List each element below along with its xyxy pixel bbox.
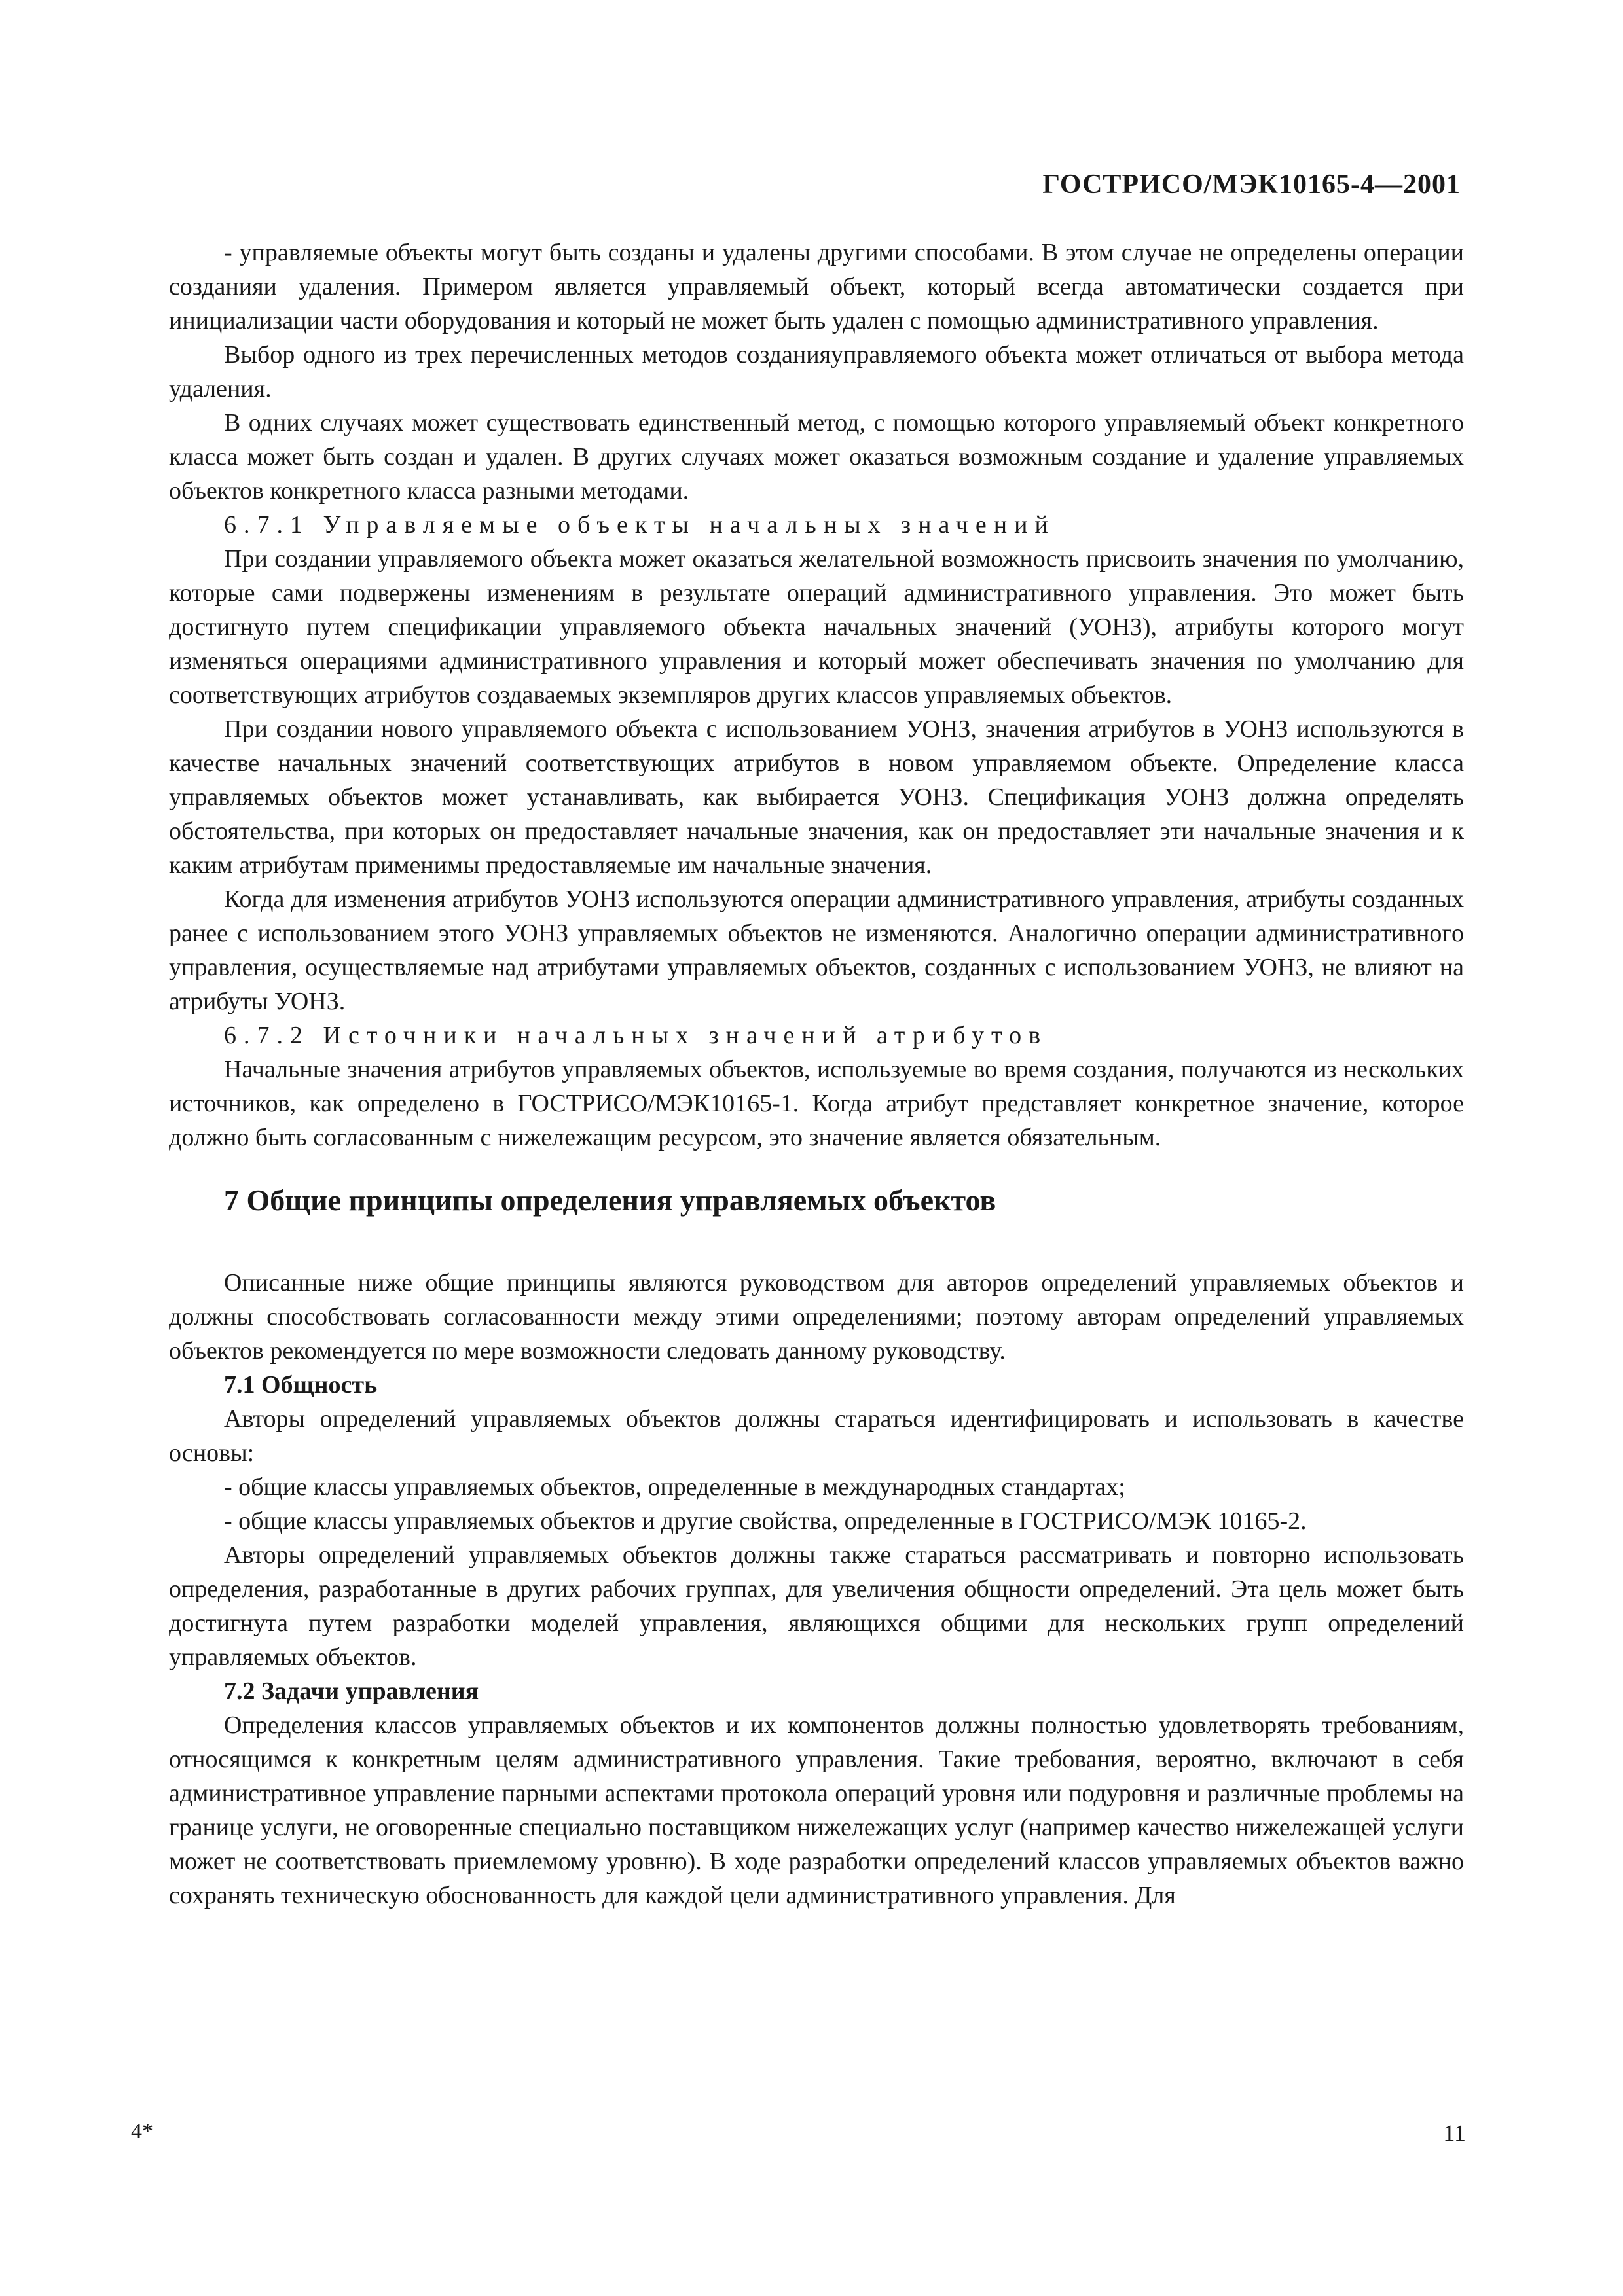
paragraph: Когда для изменения атрибутов УОНЗ используются операции административного управления, атрибуты созданных ранее с использованием этого УОНЗ управляемых объектов не изменяются. Аналогично операции административного управления, осуществляемые над атрибутами управляемых объектов, созданных с использованием УОНЗ, не влияют на атрибуты УОНЗ. <box>169 886 1464 1015</box>
list-item: - общие классы управляемых объектов, определенные в международных стандартах; <box>224 1473 1125 1501</box>
standard-code-header: ГОСТРИСО/МЭК10165-4—2001 <box>1042 170 1461 200</box>
subsection-heading-6-7-1: 6.7.1 Управляемые объекты начальных значений <box>224 511 1055 539</box>
paragraph: Авторы определений управляемых объектов должны стараться идентифицировать и использовать в качестве основы: <box>169 1405 1464 1467</box>
paragraph: При создании нового управляемого объекта с использованием УОНЗ, значения атрибутов в УОНЗ используются в качестве начальных значений соответствующих атрибутов в новом управляемом объекте. Определение класса управляемых объектов может устанавливать, как выбирается УОНЗ. Спецификация УОНЗ должна определять обстоятельства, при которых он предоставляет начальные значения, как он предоставляет эти начальные значения и к каким атрибутам применимы предоставляемые им начальные значения. <box>169 715 1464 879</box>
subsection-heading-7-1: 7.1 Общность <box>224 1371 378 1399</box>
section-heading-7: 7 Общие принципы определения управляемых объектов <box>224 1183 996 1217</box>
paragraph: При создании управляемого объекта может оказаться желательной возможность присвоить значения по умолчанию, которые сами подвержены изменениям в результате операций административного управления. Это может быть достигнуто путем спецификации управляемого объекта начальных значений (УОНЗ), атрибуты которого могут изменяться операциями административного управления и который может обеспечивать значения по умолчанию для соответствующих атрибутов создаваемых экземпляров других классов управляемых объектов. <box>169 545 1464 709</box>
paragraph: Выбор одного из трех перечисленных методов созданияуправляемого объекта может отличаться от выбора метода удаления. <box>169 341 1464 403</box>
paragraph: Описанные ниже общие принципы являются руководством для авторов определений управляемых объектов и должны способствовать согласованности между этими определениями; поэтому авторам определений управляемых объектов рекомендуется по мере возможности следовать данному руководству. <box>169 1269 1464 1365</box>
subsection-heading-7-2: 7.2 Задачи управления <box>224 1677 479 1705</box>
subsection-heading-6-7-2: 6.7.2 Источники начальных значений атрибутов <box>224 1022 1048 1049</box>
footer-sheet-mark: 4* <box>131 2119 153 2144</box>
paragraph: Авторы определений управляемых объектов должны также стараться рассматривать и повторно использовать определения, разработанные в других рабочих группах, для увеличения общности определений. Эта цель может быть достигнута путем разработки моделей управления, являющихся общими для нескольких групп определений управляемых объектов. <box>169 1541 1464 1671</box>
paragraph: Начальные значения атрибутов управляемых объектов, используемые во время создания, получаются из нескольких источников, как определено в ГОСТРИСО/МЭК10165-1. Когда атрибут представляет конкретное значение, которое должно быть согласованным с нижележащим ресурсом, это значение является обязательным. <box>169 1056 1464 1151</box>
list-item: - общие классы управляемых объектов и другие свойства, определенные в ГОСТРИСО/МЭК 10165-2. <box>224 1507 1307 1535</box>
page-number: 11 <box>1443 2120 1466 2146</box>
paragraph: - управляемые объекты могут быть созданы и удалены другими способами. В этом случае не определены операции созданияи удаления. Примером является управляемый объект, который всегда автоматически создается при инициализации части оборудования и который не может быть удален с помощью административного управления. <box>169 239 1464 334</box>
paragraph: Определения классов управляемых объектов и их компонентов должны полностью удовлетворять требованиям, относящимся к конкретным целям административного управления. Такие требования, вероятно, включают в себя административное управление парными аспектами протокола операций уровня или подуровня и различные проблемы на границе услуги, не оговоренные специально поставщиком нижележащих услуг (например качество нижележащей услуги может не соответствовать приемлемому уровню). В ходе разработки определений классов управляемых объектов важно сохранять техническую обоснованность для каждой цели административного управления. Для <box>169 1712 1464 1909</box>
page-content <box>169 236 1464 1912</box>
paragraph: В одних случаях может существовать единственный метод, с помощью которого управляемый объект конкретного класса может быть создан и удален. В других случаях может оказаться возможным создание и удаление управляемых объектов конкретного класса разными методами. <box>169 409 1464 505</box>
